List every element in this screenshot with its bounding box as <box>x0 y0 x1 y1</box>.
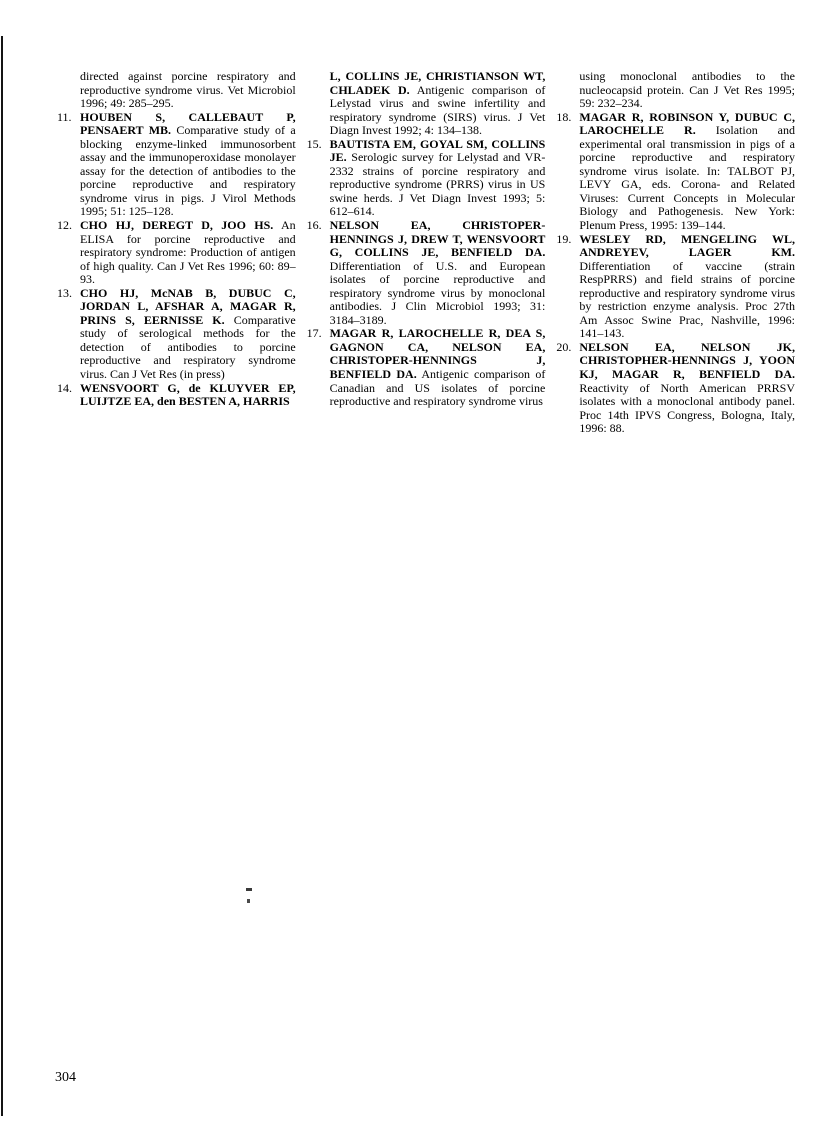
reference-text: Reactivity of North American PRRSV isolates with a monoclonal antibody panel. Proc 14th IPVS Congress, Bologna, Italy, 1996: 88. <box>579 380 796 436</box>
reference-entry <box>307 327 546 408</box>
reference-entry <box>556 341 795 436</box>
reference-authors: MAGAR R, LAROCHELLE R, DEA S, GAGNON CA, NELSON EA, CHRISTOPER-HENNINGS J, BENFIELD DA. <box>329 326 546 382</box>
reference-authors: HOUBEN S, CALLEBAUT P, PENSAERT MB. <box>80 109 296 138</box>
reference-authors: WENSVOORT G, de KLUYVER EP, LUIJTZE EA, den BESTEN A, HARRIS <box>80 380 296 409</box>
reference-number: 19. <box>556 231 572 246</box>
reference-number: 18. <box>556 109 572 124</box>
reference-text: using monoclonal antibodies to the nucleocapsid protein. Can J Vet Res 1995; 59: 232–234. <box>579 69 796 111</box>
reference-number <box>556 70 579 111</box>
reference-authors: WESLEY RD, MENGELING WL, ANDREYEV, LAGER KM. <box>579 231 796 260</box>
reference-entry <box>307 138 546 219</box>
reference-number <box>307 70 330 138</box>
reference-entry <box>307 219 546 327</box>
reference-text: directed against porcine respiratory and reproductive syndrome virus. Vet Microbiol 1996; 49: 285–295. <box>80 69 296 111</box>
reference-text: An ELISA for porcine reproductive and respiratory syndrome: Production of antigen of high quality. Can J Vet Res 1996; 60: 89–93. <box>80 218 296 287</box>
references-section <box>57 70 795 436</box>
reference-entry <box>556 70 795 111</box>
reference-authors: CHO HJ, DEREGT D, JOO HS. <box>80 218 274 233</box>
reference-text: Comparative study of serological methods for the detection of antibodies to porcine reproductive and respiratory syndrome virus. Can J Vet Res (in press) <box>80 312 296 382</box>
reference-number <box>57 70 80 111</box>
reference-text: Differentiation of U.S. and European isolates of porcine reproductive and respiratory syndrome virus by monoclonal antibodies. J Clin Microbiol 1993; 31: 3184–3189. <box>329 258 546 327</box>
reference-number: 13. <box>57 285 72 300</box>
reference-number: 11. <box>57 109 72 124</box>
reference-number: 15. <box>306 136 322 151</box>
reference-entry <box>57 111 296 219</box>
reference-entry <box>57 382 296 409</box>
reference-authors: MAGAR R, ROBINSON Y, DUBUC C, LAROCHELLE R. <box>579 109 796 138</box>
page-number: 304 <box>55 1070 76 1085</box>
print-speck-dash <box>246 888 252 891</box>
reference-text: Differentiation of vaccine (strain RespPRRS) and field strains of porcine reproductive and respiratory syndrome virus by restriction enzyme analysis. Proc 27th Am Assoc Swine Prac, Nashville, 1996: 141–143. <box>579 258 796 341</box>
reference-entry <box>556 111 795 233</box>
reference-entry <box>556 233 795 341</box>
reference-number: 20. <box>556 339 572 354</box>
reference-text: Isolation and experimental oral transmission in pigs of a porcine reproductive and respiratory syndrome virus isolate. In: TALBOT PJ, LEVY GA, eds. Corona- and Related Viruses: Current Concepts in Molecular Biology and Pathogenesis. New York: Plenum Press, 1995: 139–144. <box>579 123 796 233</box>
reference-entry <box>57 70 296 111</box>
references-column-2 <box>307 70 546 436</box>
reference-authors: L, COLLINS JE, CHRISTIANSON WT, CHLADEK D. <box>329 69 546 97</box>
reference-authors: CHO HJ, McNAB B, DUBUC C, JORDAN L, AFSHAR A, MAGAR R, PRINS S, EERNISSE K. <box>80 285 296 327</box>
reference-entry <box>57 219 296 287</box>
references-column-1 <box>57 70 296 436</box>
reference-number: 17. <box>306 326 322 341</box>
references-column-3 <box>556 70 795 436</box>
print-speck-dot <box>247 899 250 903</box>
reference-authors: NELSON EA, NELSON JK, CHRISTOPHER-HENNINGS J, YOON KJ, MAGAR R, BENFIELD DA. <box>579 339 796 382</box>
reference-entry <box>307 70 546 138</box>
reference-number: 16. <box>306 218 322 233</box>
reference-entry <box>57 287 296 382</box>
reference-authors: BAUTISTA EM, GOYAL SM, COLLINS JE. <box>329 136 546 165</box>
reference-text: Serologic survey for Lelystad and VR-2332 strains of porcine respiratory and reproductive syndrome (PRRS) virus in US swine herds. J Vet Diagn Invest 1993; 5: 612–614. <box>329 150 546 219</box>
reference-number: 12. <box>57 218 72 233</box>
reference-text: Comparative study of a blocking enzyme-linked immunosorbent assay and the immunoperoxidase monolayer assay for the detection of antibodies to the porcine reproductive and respiratory syndrome virus in pigs. J Virol Methods 1995; 51: 125–128. <box>80 123 296 219</box>
reference-authors: NELSON EA, CHRISTOPER-HENNINGS J, DREW T, WENSVOORT G, COLLINS JE, BENFIELD DA. <box>329 218 546 260</box>
reference-text: Antigenic comparison of Canadian and US isolates of porcine reproductive and respiratory syndrome virus <box>329 367 546 409</box>
reference-number: 14. <box>57 380 72 395</box>
scan-artifact-left-border <box>1 36 3 1116</box>
reference-text: Antigenic comparison of Lelystad virus and swine infertility and respiratory syndrome (SIRS) virus. J Vet Diagn Invest 1992; 4: 134–138. <box>329 82 546 138</box>
